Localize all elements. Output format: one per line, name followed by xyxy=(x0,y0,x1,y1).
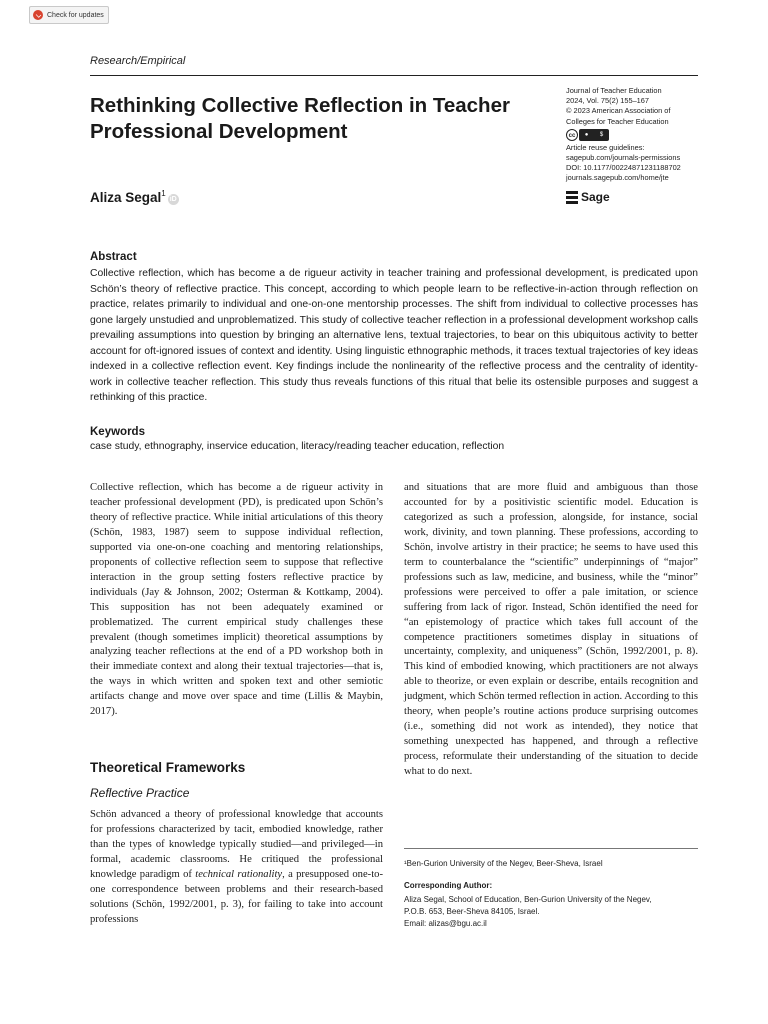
body-paragraph-intro: Collective reflection, which has become a de rigueur activity in teacher professional development (PD), is predicated upon Schön’s theory of reflective practice. While initial articulations of this theory (Schön, 1983, 1987) seem to suppose individual reflection, supported via one-on-one coaching and mentoring relationships, proponents of collective reflection seem to suppose that reflective interaction in the group setting fosters reflective practice by individuals (Jay & Johnson, 2002; Osterman & Kottkamp, 2004). This supposition has not been adequately examined or problematized. The current empirical study challenges these prevalent (though sometimes implicit) theoretical assumptions by analyzing teacher reflections at the end of a PD workshop both in their immediate context and along their textual trajectories—that is, the ways in which written and spoken text and other semiotic artifacts change and move over space and time (Lillis & Maybin, 2017). xyxy=(90,482,383,718)
abstract-heading: Abstract xyxy=(90,251,137,263)
keywords-heading: Keywords xyxy=(90,426,145,438)
author-affiliation-mark: 1 xyxy=(161,189,166,198)
journal-home-link[interactable]: journals.sagepub.com/home/jte xyxy=(566,173,669,183)
paragraph-text-a: Schön advanced a theory of professional knowledge that accounts for professions characterized by tacit, embodied knowledge, rather than the types of knowledge typically studied—and privileged—in formal, academic classrooms. He critiqued the professional knowledge paradigm of xyxy=(90,809,383,880)
footnote-rule xyxy=(404,848,698,849)
check-for-updates-badge[interactable] xyxy=(29,6,109,24)
body-paragraph-schon xyxy=(90,808,383,928)
article-title: Rethinking Collective Reflection in Teacher Professional Development xyxy=(90,94,510,143)
publisher-name: Sage xyxy=(581,190,610,204)
affiliation-footnote: ¹Ben-Gurion University of the Negev, Beer-Sheva, Israel xyxy=(404,859,603,868)
author-line xyxy=(90,190,179,205)
corresponding-author-details xyxy=(404,894,698,931)
journal-volume: 2024, Vol. 75(2) 155–167 xyxy=(566,96,650,106)
publisher-logo xyxy=(566,190,610,204)
body-paragraph-column-2: and situations that are more fluid and ambiguous than those accounted for by a positivistic scientific model. Education is categorized as such a profession, alongside, for instance, social work, divinity, and town planning. These professions, according to Schön, involve artistry in their practice; he seems to have used this term to counterbalance the “scientific” underpinnings of “major” professions such as law, medicine, and business, while the “minor” professions were perceived to offer a pale imitation, or science suffering from lack of rigor. Instead, Schön identified the need for “an epistemology of practice which takes full account of the competence practitioners sometimes display in situations of uncertainty, complexity, and uniqueness” (Schön, 1992/2001, p. 8). This kind of embodied knowing, which practitioners are not always able to theorize, or even explain or describe, entails recognition and judgment, which Schön termed reflection in action. According to this theory, when people’s routine actions produce surprising outcomes (i.e., something did not work as intended), they notice that something unexpected has happened, and through a reflective process, reformulate their understanding of the situation to decide what to do next. xyxy=(404,482,698,778)
journal-copyright-1: © 2023 American Association of xyxy=(566,106,671,116)
reuse-guidelines-link[interactable]: sagepub.com/journals-permissions xyxy=(566,153,681,163)
abstract-text: Collective reflection, which has become a de rigueur activity in teacher training and professional development, is predicated upon Schön’s theory of reflective practice. This concept, according to which people learn to be reflective-in-action through reflection on practice, relates primarily to individual and one-on-one mentorship processes. The shift from individual to collective processes has gone largely unstudied and unproblematized. This study of collective teacher reflection in a professional development workshop calls prevailing assumptions into question by bringing an alternative lens, textual trajectories, to bear on this ubiquitous activity to better account for oft-ignored issues of context and identity. Using linguistic ethnographic methods, it traces textual trajectories of key ideas indexed in a collective reflection event. Key findings include the nonlinearity of the reflective process and the centrality of identity-work in collective teacher reflection. This study thus reveals functions of this ritual that belie its ostensible purposes and suggest a rethinking of this practice. xyxy=(90,268,698,403)
paragraph-text-b: , a presupposed one-to-one correspondence between problems and their research-based solutions (Schön, 1992/2001, p. 3), for failing to take into account professions xyxy=(90,868,383,925)
section-heading: Theoretical Frameworks xyxy=(90,760,246,775)
corresponding-author-email[interactable]: Email: alizas@bgu.ac.il xyxy=(404,919,487,929)
doi-link[interactable]: DOI: 10.1177/00224871231188702 xyxy=(566,163,681,173)
header-rule xyxy=(90,75,698,76)
reuse-guidelines-label: Article reuse guidelines: xyxy=(566,142,645,152)
corresponding-author-heading: Corresponding Author: xyxy=(404,881,493,890)
corresponding-author-line-1: Aliza Segal, School of Education, Ben-Gurion University of the Negev, xyxy=(404,895,652,904)
check-for-updates-label: Check for updates xyxy=(47,11,104,19)
keywords-text: case study, ethnography, inservice education, literacy/reading teacher education, reflection xyxy=(90,441,505,452)
journal-copyright-2: Colleges for Teacher Education xyxy=(566,116,669,126)
orcid-icon[interactable]: iD xyxy=(169,196,177,203)
journal-name: Journal of Teacher Education xyxy=(566,86,662,95)
journal-info xyxy=(566,86,716,184)
check-icon xyxy=(33,10,43,20)
subsection-heading: Reflective Practice xyxy=(90,786,190,800)
sage-logo-icon xyxy=(566,191,578,204)
author-name: Aliza Segal xyxy=(90,190,162,205)
corresponding-author-line-2: P.O.B. 653, Beer-Sheva 84105, Israel. xyxy=(404,907,540,917)
creative-commons-icon: cc ● $ xyxy=(566,129,716,142)
article-category: Research/Empirical xyxy=(90,55,186,67)
emphasized-term: technical rationality xyxy=(195,868,283,880)
